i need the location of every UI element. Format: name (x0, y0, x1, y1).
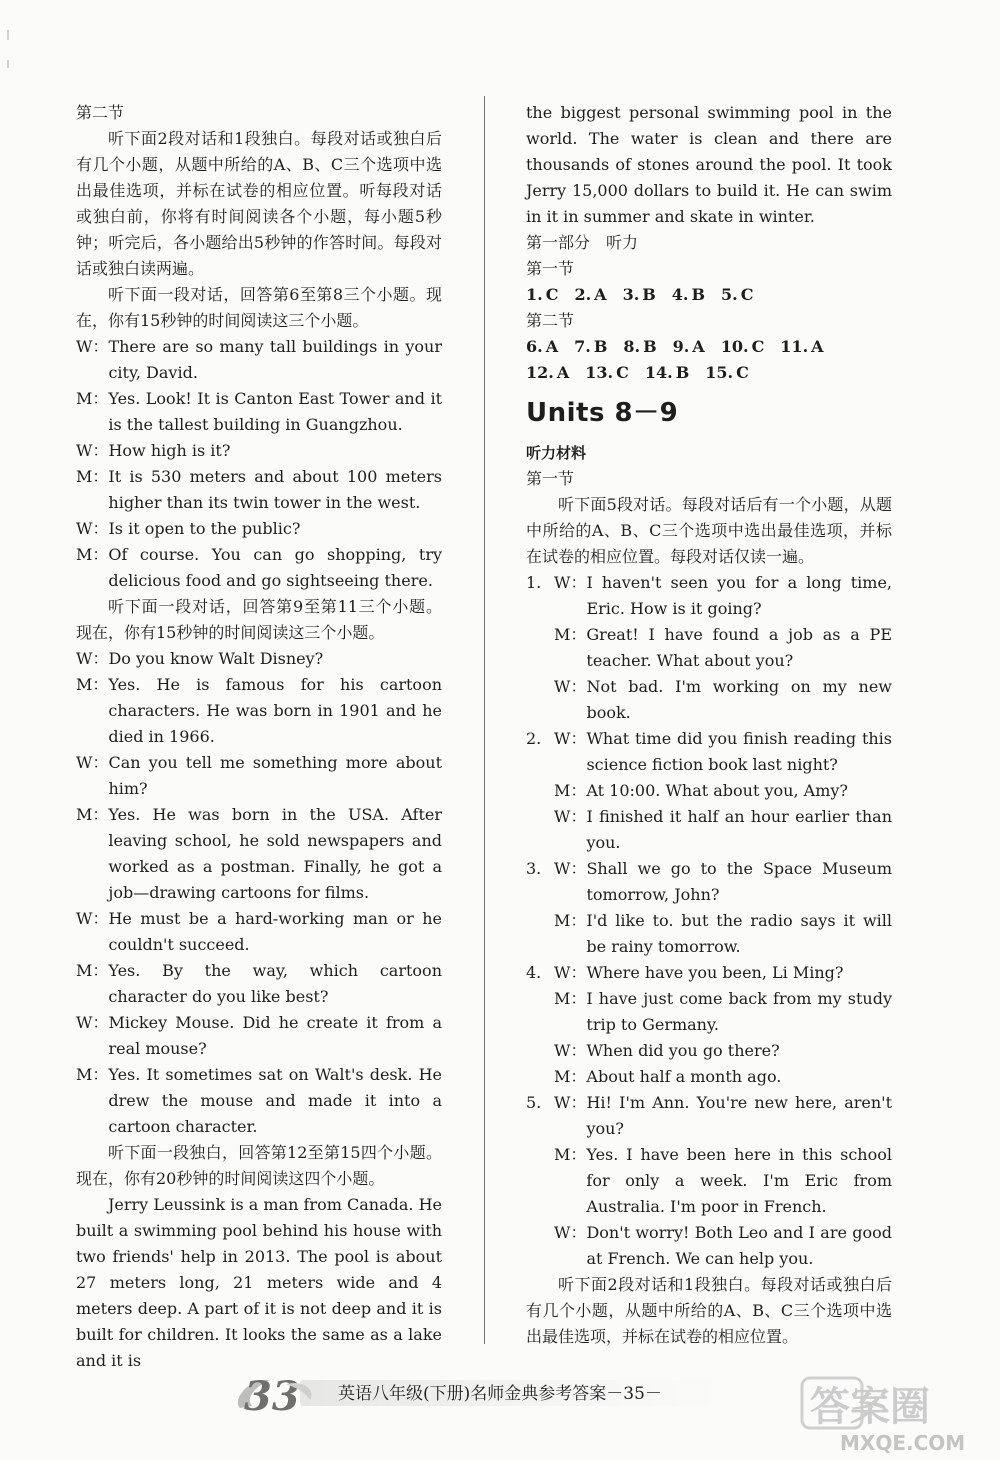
dialogue-line (554, 726, 892, 778)
paragraph: 听下面一段对话，回答第9至第11三个小题。现在，你有15秒钟的时间阅读这三个小题。 (76, 597, 442, 642)
dialogue-item (526, 726, 892, 856)
speaker-label: M： (76, 675, 109, 694)
logo-digits: 33 (244, 1373, 300, 1418)
speaker-label: M： (76, 389, 109, 408)
speaker-label: M： (554, 781, 587, 800)
page-edge-marks (4, 30, 12, 90)
dialogue-text: Great! I have found a job as a PE teacher. What about you? (586, 625, 892, 670)
dialogue-line (554, 674, 892, 726)
item-body (554, 856, 892, 960)
dialogue-text: Can you tell me something more about him? (108, 753, 442, 798)
answer-number: 7. (574, 337, 591, 356)
dialogue-line (76, 906, 442, 958)
dialogue-line (554, 778, 892, 804)
answer-number: 9. (672, 337, 690, 356)
speaker-label: W： (76, 753, 109, 772)
speaker-label: W： (76, 1013, 109, 1032)
dialogue-text: Yes. Look! It is Canton East Tower and it is the tallest building in Guangzhou. (108, 389, 442, 434)
speaker-label: M： (554, 1067, 587, 1086)
answer-number: 2. (574, 285, 592, 304)
answer-number: 14. (644, 363, 673, 382)
speaker-label: W： (76, 519, 109, 538)
speaker-label: W： (554, 1041, 587, 1060)
dialogue-text: I'd like to. but the radio says it will be rainy tomorrow. (586, 911, 892, 956)
dialogue-text: Of course. You can go shopping, try delicious food and go sightseeing there. (108, 545, 442, 590)
speaker-label: W： (554, 573, 587, 592)
dialogue-line (554, 1090, 892, 1142)
item-number: 2. (526, 729, 542, 748)
page-footer (230, 1374, 730, 1418)
dialogue-text: Yes. He was born in the USA. After leaving school, he sold newspapers and worked as a postman. Finally, he got a job—drawing cartoons for films. (108, 805, 442, 902)
dialogue-line (76, 958, 442, 1010)
answer-number: 6. (526, 337, 543, 356)
dialogue-text: I have just come back from my study trip to Germany. (586, 989, 892, 1034)
dialogue-text: I haven't seen you for a long time, Eric. How is it going? (586, 573, 892, 618)
section-label: 第二节 (76, 103, 125, 122)
dialogue-text: Is it open to the public? (108, 519, 301, 538)
answer-value: B (675, 363, 690, 382)
dialogue-item (526, 960, 892, 1090)
instructions-1: 听下面5段对话。每段对话后有一个小题，从题中所给的A、B、C三个选项中选出最佳选项，并标在试卷的相应位置。每段对话仅读一遍。 (526, 495, 892, 566)
item-body (554, 1090, 892, 1272)
answer-number: 13. (585, 363, 614, 382)
dialogue-item (526, 1090, 892, 1272)
column-divider (484, 96, 485, 1344)
dialogue-line (76, 542, 442, 594)
section1b-label: 第一节 (526, 469, 575, 488)
speaker-label: M： (76, 961, 109, 980)
speaker-label: W： (554, 729, 587, 748)
answer-value: B (643, 337, 657, 356)
dialogue-line (76, 438, 442, 464)
speaker-label: M： (76, 805, 109, 824)
paragraph: 听下面2段对话和1段独白。每段对话或独白后有几个小题，从题中所给的A、B、C三个选项中选出最佳选项，并标在试卷的相应位置。听每段对话或独白前，你将有时间阅读各个小题，每小题5秒钟；听完后，各小题给出5秒钟的作答时间。每段对话或独白读两遍。 (76, 129, 442, 278)
speaker-label: W： (76, 649, 109, 668)
dialogue-text: Do you know Walt Disney? (108, 649, 324, 668)
answer-value: C (736, 363, 749, 382)
answer-value: C (751, 337, 765, 356)
answer-value: B (691, 285, 706, 304)
dialogue-line (76, 386, 442, 438)
speaker-label: M： (76, 1065, 109, 1084)
dialogue-text: Yes. I have been here in this school for only a week. I'm Eric from Australia. I'm poor in French. (586, 1145, 892, 1216)
item-number: 4. (526, 963, 542, 982)
dialogue-text: Hi! I'm Ann. You're new here, aren't you? (586, 1093, 892, 1138)
right-column (526, 100, 892, 1350)
speaker-label: M： (554, 1145, 587, 1164)
paragraph: Jerry Leussink is a man from Canada. He built a swimming pool behind his house with two friends' help in 2013. The pool is about 27 meters long, 21 meters wide and 4 meters deep. A part of it is not deep and it is built for children. It looks the same as a lake and it is (76, 1195, 442, 1370)
watermark-en: MXQE.COM (840, 1431, 966, 1455)
dialogue-text: I finished it half an hour earlier than you. (586, 807, 892, 852)
answer-value: C (740, 285, 754, 304)
dialogue-line (554, 1038, 892, 1064)
dialogue-line (76, 672, 442, 750)
answer-number: 5. (721, 285, 738, 304)
dialogue-line (76, 646, 442, 672)
section2-label: 第二节 (526, 311, 575, 330)
answer-value: A (545, 337, 559, 356)
speaker-label: W： (76, 441, 109, 460)
speaker-label: W： (554, 807, 587, 826)
dialogue-line (554, 960, 892, 986)
answer-value: C (545, 285, 559, 304)
item-number: 3. (526, 859, 542, 878)
dialogue-text: Yes. It sometimes sat on Walt's desk. He drew the mouse and made it into a cartoon character. (108, 1065, 442, 1136)
dialogue-line (76, 1062, 442, 1140)
dialogue-line (554, 986, 892, 1038)
answer-number: 8. (623, 337, 641, 356)
dialogue-line (554, 570, 892, 622)
item-body (554, 570, 892, 726)
answer-value: A (811, 337, 824, 356)
dialogue-text: Shall we go to the Space Museum tomorrow, John? (586, 859, 892, 904)
dialogue-line (554, 1142, 892, 1220)
answer-number: 10. (720, 337, 749, 356)
dialogue-text: Where have you been, Li Ming? (586, 963, 844, 982)
speaker-label: W： (554, 859, 587, 878)
left-column (76, 100, 442, 1374)
dialogue-line (76, 334, 442, 386)
dialogue-text: About half a month ago. (586, 1067, 782, 1086)
dialogue-line (554, 622, 892, 674)
item-body (554, 726, 892, 856)
dialogue-line (554, 856, 892, 908)
continuation-paragraph: the biggest personal swimming pool in the world. The water is clean and there are thousands of stones around the pool. It took Jerry 15,000 dollars to build it. He can swim in it in summer and skate in winter. (526, 103, 892, 226)
unit-title: Units 8－9 (526, 398, 679, 428)
answer-number: 12. (526, 363, 554, 382)
dialogue-line (554, 1220, 892, 1272)
dialogue-line (76, 802, 442, 906)
speaker-label: W： (554, 963, 587, 982)
answer-value: A (594, 285, 607, 304)
dialogue-items (526, 570, 892, 1272)
answer-value: B (642, 285, 656, 304)
speaker-label: W： (76, 337, 109, 356)
speaker-label: W： (76, 909, 109, 928)
dialogue-text: At 10:00. What about you, Amy? (586, 781, 848, 800)
speaker-label: M： (554, 625, 587, 644)
answers-row-2 (526, 334, 892, 360)
speaker-label: M： (76, 467, 109, 486)
dialogue-text: Yes. By the way, which cartoon character do you like best? (108, 961, 442, 1006)
speaker-label: W： (554, 677, 587, 696)
instructions-2: 听下面2段对话和1段独白。每段对话或独白后有几个小题，从题中所给的A、B、C三个选项中选出最佳选项，并标在试卷的相应位置。 (526, 1275, 892, 1346)
item-number: 5. (526, 1093, 542, 1112)
part-one-label: 第一部分 听力 (526, 233, 639, 252)
section1-label: 第一节 (526, 259, 575, 278)
paragraph: 听下面一段对话，回答第6至第8三个小题。现在，你有15秒钟的时间阅读这三个小题。 (76, 285, 442, 330)
dialogue-line (554, 1064, 892, 1090)
dialogue-text: Yes. He is famous for his cartoon characters. He was born in 1901 and he died in 1966. (108, 675, 442, 746)
dialogue-line (76, 516, 442, 542)
dialogue-text: What time did you finish reading this science fiction book last night? (586, 729, 892, 774)
answer-value: A (692, 337, 705, 356)
answer-number: 1. (526, 285, 543, 304)
dialogue-text: He must be a hard-working man or he couldn't succeed. (108, 909, 442, 954)
dialogue-text: There are so many tall buildings in your city, David. (108, 337, 442, 382)
speaker-label: W： (554, 1093, 587, 1112)
dialogue-text: When did you go there? (586, 1041, 780, 1060)
dialogue-text: Mickey Mouse. Did he create it from a real mouse? (108, 1013, 442, 1058)
dialogue-line (554, 908, 892, 960)
answer-number: 11. (780, 337, 809, 356)
item-body (554, 960, 892, 1090)
answers-row-3 (526, 360, 892, 386)
dialogue-line (76, 464, 442, 516)
dialogue-item (526, 570, 892, 726)
dialogue-line (76, 1010, 442, 1062)
speaker-label: M： (554, 989, 587, 1008)
dialogue-item (526, 856, 892, 960)
paragraph: 听下面一段独白，回答第12至第15四个小题。现在，你有20秒钟的时间阅读这四个小题。 (76, 1143, 442, 1188)
dialogue-text: How high is it? (108, 441, 231, 460)
swirl-33-logo-icon (230, 1370, 320, 1422)
materials-label: 听力材料 (526, 444, 587, 462)
speaker-label: M： (554, 911, 587, 930)
watermark-cn: 答案圈 (810, 1384, 930, 1430)
footer-text: 英语八年级(下册)名师金典参考答案－35－ (338, 1384, 662, 1404)
speaker-label: W： (554, 1223, 587, 1242)
dialogue-text: Not bad. I'm working on my new book. (586, 677, 892, 722)
answer-number: 3. (622, 285, 640, 304)
watermark (800, 1376, 990, 1456)
dialogue-text: Don't worry! Both Leo and I are good at French. We can help you. (586, 1223, 892, 1268)
answer-value: C (616, 363, 629, 382)
answer-value: B (593, 337, 608, 356)
answer-value: A (556, 363, 570, 382)
answer-number: 15. (705, 363, 734, 382)
dialogue-line (76, 750, 442, 802)
dialogue-line (554, 804, 892, 856)
dialogue-text: It is 530 meters and about 100 meters higher than its twin tower in the west. (108, 467, 442, 512)
speaker-label: M： (76, 545, 109, 564)
answers-row-1 (526, 282, 892, 308)
item-number: 1. (526, 573, 542, 592)
answer-number: 4. (671, 285, 689, 304)
